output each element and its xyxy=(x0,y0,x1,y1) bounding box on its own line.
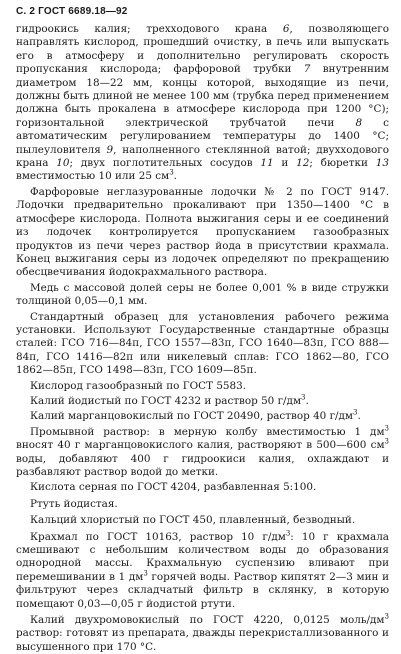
paragraph-p12: Крахмал по ГОСТ 10163, раствор 10 $г/дм^3$: 10 г крахмала смешивают с небольшим количеством воды до образования однородной массы. Крахмальную суспензию вливают при перемешивании в 1 $дм^3$ горячей воды. Раствор кипятят 2—3 мин и фильтруют через складчатый фильтр в склянку, в которую помещают 0,03—0,05 г йодистой ртути. xyxy=(16,529,389,610)
paragraph-p8: Промывной раствор: в мерную колбу вместимостью 1 $дм^3$ вносят 40 г марганцовокислого калия, растворяют в 500—600 $см^3$ воды, добавляют 400 г гидроокиси калия, охлаждают и разбавляют раствор водой до метки. xyxy=(16,424,389,478)
document-body xyxy=(16,23,389,654)
paragraph-p3: Медь с массовой долей серы не более 0,001 % в виде стружки толщиной 0,05—0,1 мм. xyxy=(16,281,389,308)
paragraph-p2: Фарфоровые неглазурованные лодочки № 2 по ГОСТ 9147. Лодочки предварительно прокаливают при 1350—1400 °С в атмосфере кислорода. Полнота выжигания серы и ее соединений из лодочек контролируется пропусканием газообразных продуктов из печи через раствор йода в присутствии крахмала. Конец выжигания серы из лодочек определяют по прекращению обесцвечивания йодокрахмального раствора. xyxy=(16,185,389,279)
paragraph-p7: Калий марганцовокислый по ГОСТ 20490, раствор 40 $г/дм^3$. xyxy=(30,408,361,423)
paragraph-p10: Ртуть йодистая. xyxy=(30,497,118,510)
paragraph-p11: Кальций хлористый по ГОСТ 450, плавленный, безводный. xyxy=(30,514,356,527)
paragraph-p4: Стандартный образец для установления рабочего режима установки. Используют Государственные стандартные образцы сталей: ГСО 716—84п, ГСО 1557—83п, ГСО 1640—83п, ГСО 888—84п, ГСО 1416—82п или никелевый сплав: ГСО 1862—80, ГСО 1862—85п, ГСО 1498—83п, ГСО 1609—85п. xyxy=(16,310,389,377)
paragraph-p9: Кислота серная по ГОСТ 4204, разбавленная 5:100. xyxy=(30,481,317,494)
paragraph-p6: Калий йодистый по ГОСТ 4232 и раствор 50 $г/дм^3$. xyxy=(30,393,309,407)
paragraph-p13: Калий двухромовокислый по ГОСТ 4220, 0,0125 моль/$дм^3$ раствор: готовят из препарата, дважды перекристаллизованного и высушенного при 170 °С. xyxy=(16,612,389,653)
page-header: С. 2 ГОСТ 6689.18—92 xyxy=(16,6,128,17)
paragraph-p1: гидроокись калия; трехходового крана 6, позволяющего направлять кислород, прошедший очистку, в печь или выпускать его в атмосферу и дополнительно регулировать скорость пропускания кислорода; фарфоровой трубки 7 внутренним диаметром 18—22 мм, концы которой, выходящие из печи, должны быть длиной не менее 100 мм (трубка перед применением должна быть прокалена в атмосфере кислорода при 1200 °С); горизонтальной электрической трубчатой печи 8 с автоматическим регулированием температуры до 1400 °С; пылеуловителя 9, наполненного стеклянной ватой; двухходового крана 10; двух поглотительных сосудов 11 и 12; бюретки 13 вместимостью 10 или 25 $см^3$. xyxy=(16,23,390,183)
paragraph-p5: Кислород газообразный по ГОСТ 5583. xyxy=(30,379,247,392)
